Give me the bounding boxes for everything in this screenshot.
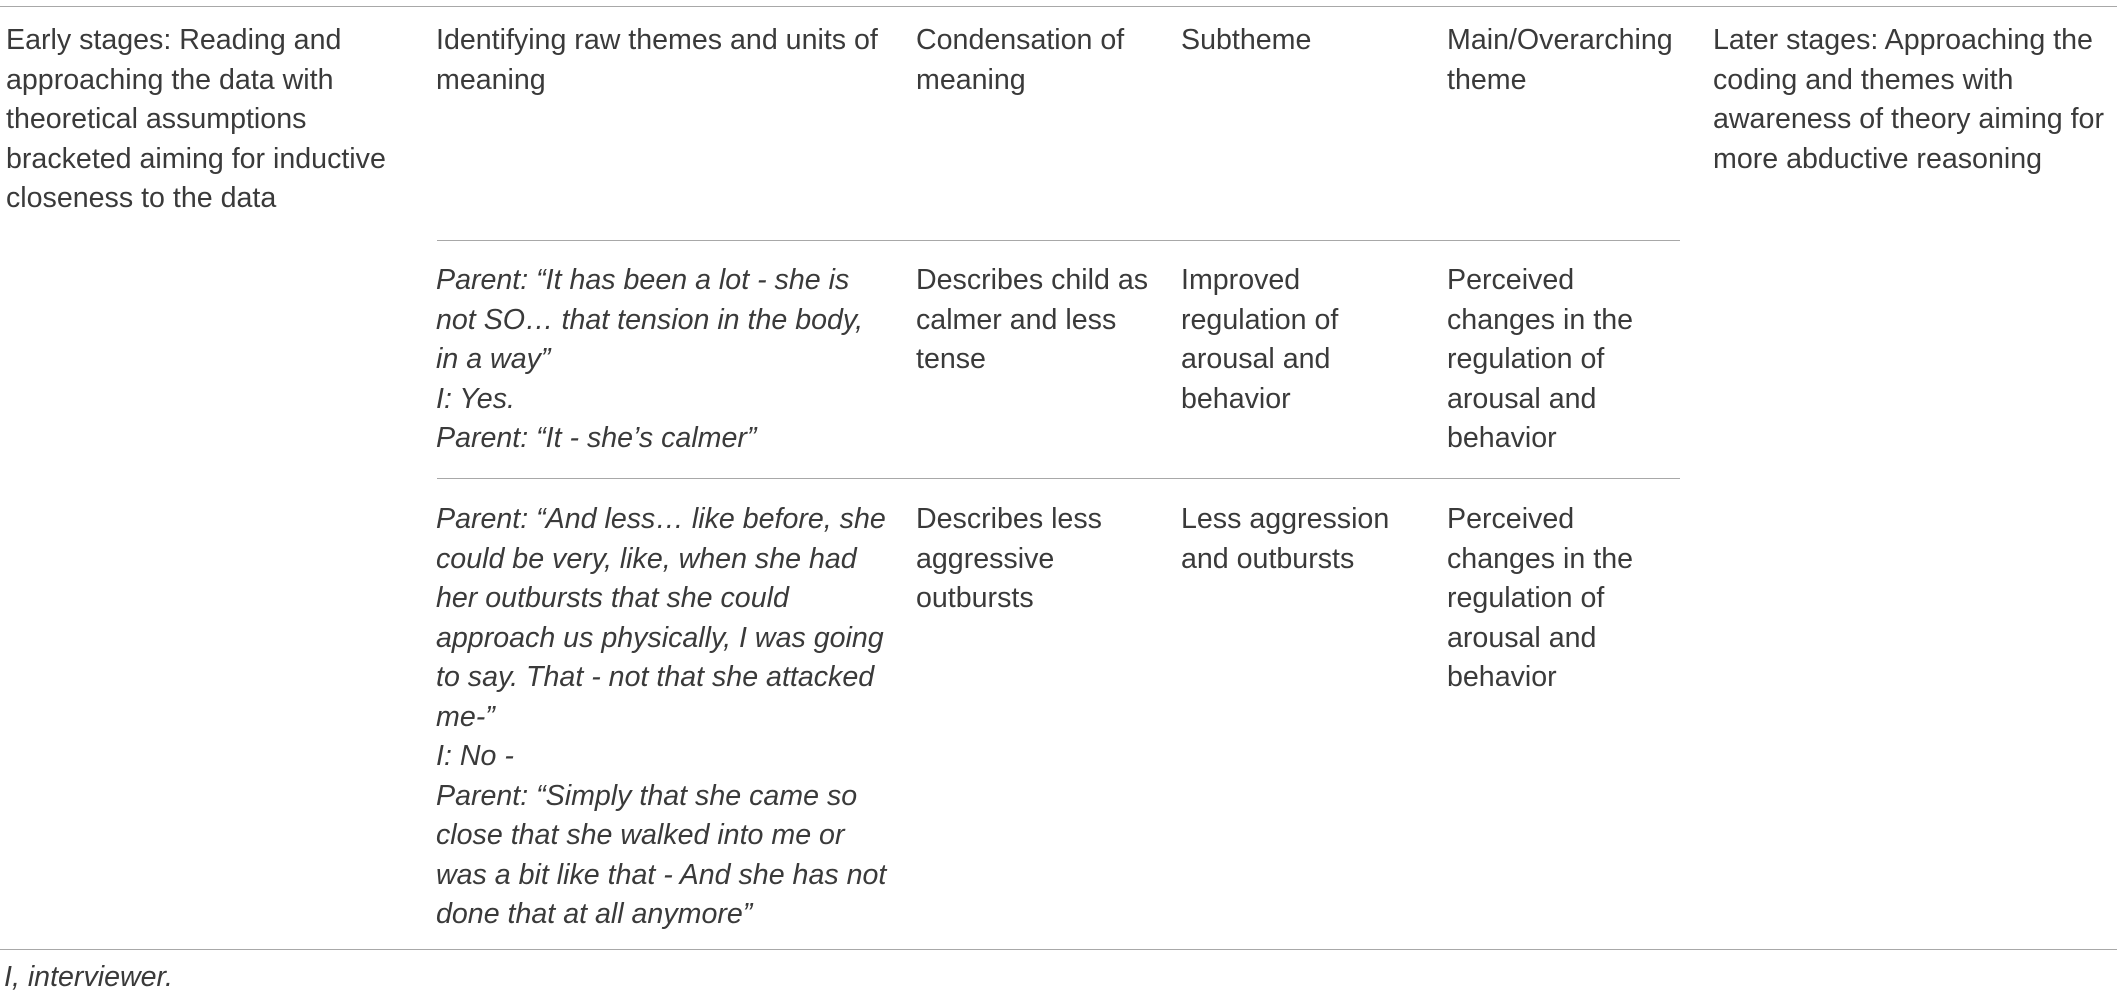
header-raw-themes: Identifying raw themes and units of meaning [436, 24, 878, 96]
header-later-stages: Later stages: Approaching the coding and themes with awareness of theory aiming for more abductive reasoning [1713, 24, 2104, 175]
table-row-1-subtheme: Improved regulation of arousal and behavior [1181, 264, 1339, 415]
header-subtheme: Subtheme [1181, 24, 1312, 56]
table-row-2-condensation: Describes less aggressive outbursts [916, 503, 1102, 614]
table-row-1-raw-quote: Parent: “It has been a lot - she is not SO… that tension in the body, in a way” I: Yes. Parent: “It - she’s calmer” [436, 264, 864, 454]
row-divider [437, 240, 1680, 241]
header-early-stages: Early stages: Reading and approaching the data with theoretical assumptions bracketed aiming for inductive closeness to the data [6, 24, 386, 214]
table-row-2-subtheme: Less aggression and outbursts [1181, 503, 1390, 575]
header-main-theme: Main/Overarching theme [1447, 24, 1673, 96]
table-row-1-main-theme: Perceived changes in the regulation of arousal and behavior [1447, 264, 1633, 454]
header-condensation: Condensation of meaning [916, 24, 1125, 96]
table-bottom-rule [0, 949, 2117, 950]
table-footnote: I, interviewer. [4, 961, 173, 993]
row-divider [437, 478, 1680, 479]
table-row-2-raw-quote: Parent: “And less… like before, she could be very, like, when she had her outbursts that she could approach us physically, I was going to say. That - not that she attacked me-” I: No - Parent: “Simply that she came so close that she walked into me or was a bit like that - And she has not done that at all anymore” [436, 503, 887, 930]
table-row-1-condensation: Describes child as calmer and less tense [916, 264, 1149, 375]
table-row-2-main-theme: Perceived changes in the regulation of arousal and behavior [1447, 503, 1633, 693]
table-top-rule [0, 6, 2117, 7]
